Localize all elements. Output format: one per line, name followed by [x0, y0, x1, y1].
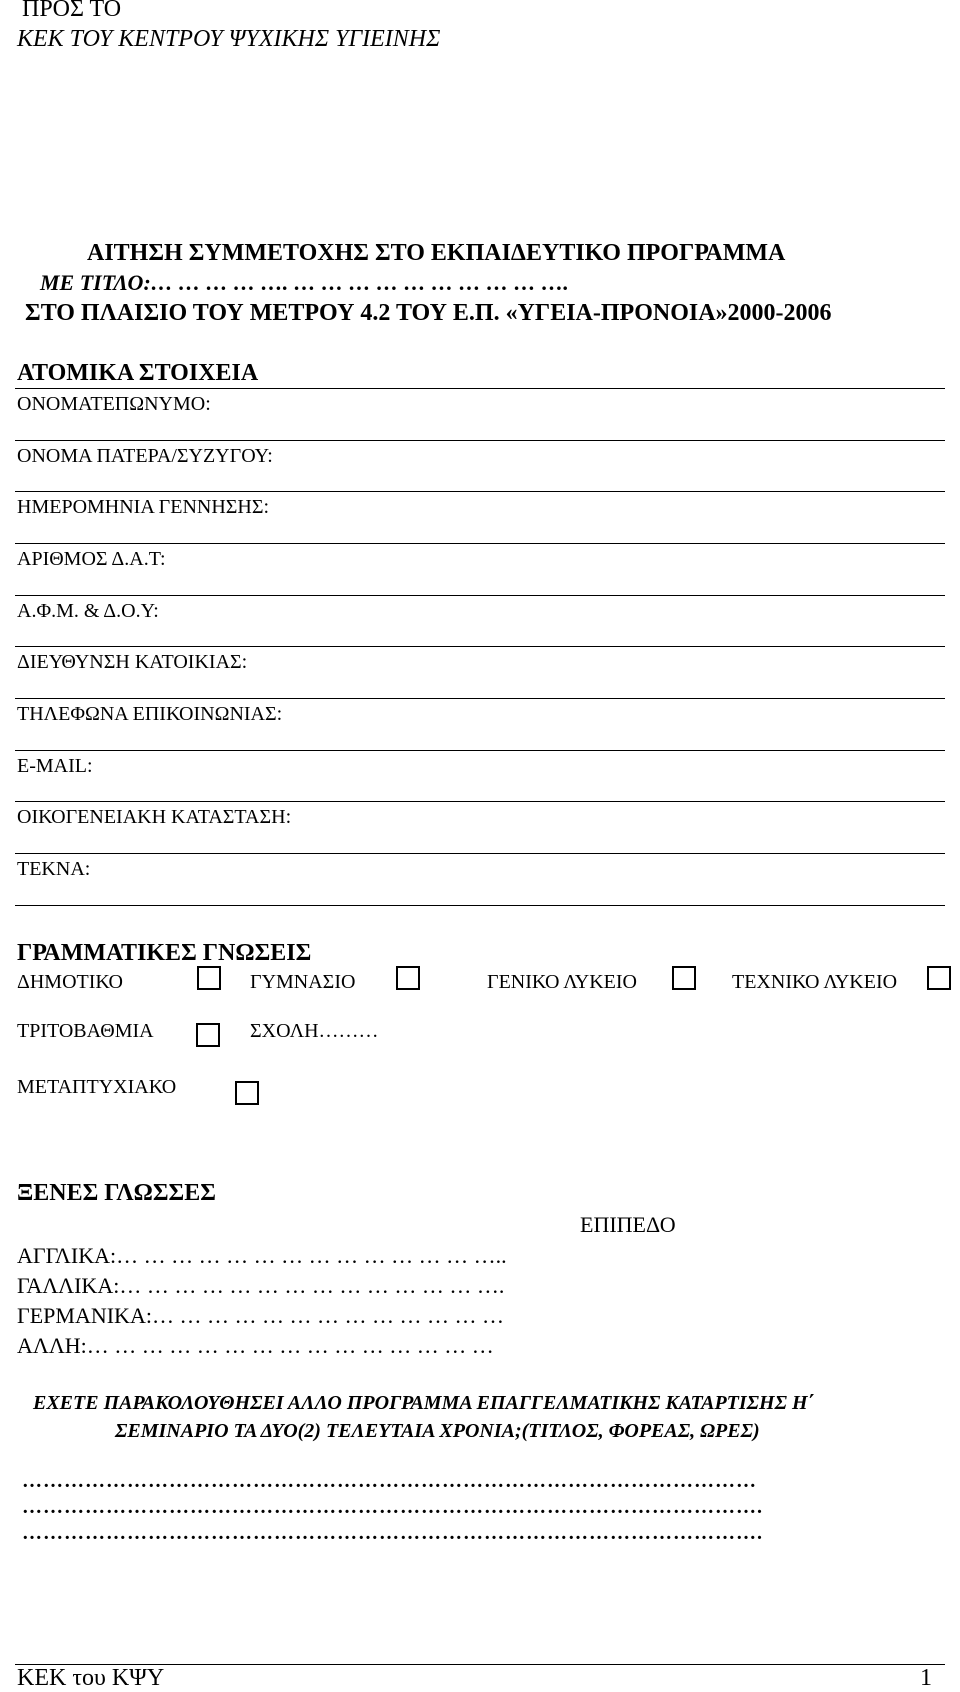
- answer-line: ……………………………………………………………………………………………: [22, 1470, 757, 1492]
- field-rule: [15, 905, 945, 906]
- field-rule: [15, 543, 945, 544]
- gymnasium-checkbox[interactable]: [396, 966, 420, 990]
- birth-date-field: ΗΜΕΡΟΜΗΝΙΑ ΓΕΝΝΗΣΗΣ:: [17, 496, 270, 518]
- page-number: 1: [920, 1665, 932, 1691]
- languages-heading: ΞΕΝΕΣ ΓΛΩΣΣΕΣ: [17, 1180, 216, 1206]
- field-rule: [15, 801, 945, 802]
- field-rule: [15, 646, 945, 647]
- level-column-header: ΕΠΙΠΕΔΟ: [580, 1212, 676, 1237]
- technical-lyceum-checkbox[interactable]: [927, 966, 951, 990]
- personal-info-heading: ΑΤΟΜΙΚΑ ΣΤΟΙΧΕΙΑ: [17, 360, 259, 386]
- training-question-line-1: ΕΧΕΤΕ ΠΑΡΑΚΟΛΟΥΘΗΣΕΙ ΑΛΛΟ ΠΡΟΓΡΑΜΜΑ ΕΠΑΓΓΕΛΜΑΤΙΚΗΣ ΚΑΤΑΡΤΙΣΗΣ Η΄: [33, 1392, 815, 1414]
- email-field: E-MAIL:: [17, 755, 93, 777]
- program-title-line: ΜΕ ΤΙΤΛΟ:… … … … …. … … … … … … … … … ….: [40, 270, 569, 295]
- answer-line: …………………………………………………………………………………………….: [22, 1496, 763, 1518]
- address-field: ΔΙΕΥΘΥΝΣΗ ΚΑΤΟΙΚΙΑΣ:: [17, 651, 248, 673]
- father-spouse-name-field: ΟΝΟΜΑ ΠΑΤΕΡΑ/ΣΥΖΥΓΟΥ:: [17, 445, 273, 467]
- recipient-line-1: ΠΡΟΣ ΤΟ: [22, 0, 122, 22]
- general-lyceum-label: ΓΕΝΙΚΟ ΛΥΚΕΙΟ: [487, 971, 637, 993]
- gymnasium-label: ΓΥΜΝΑΣΙΟ: [250, 971, 356, 993]
- recipient-line-2: ΚΕΚ ΤΟΥ ΚΕΝΤΡΟΥ ΨΥΧΙΚΗΣ ΥΓΙΕΙΝΗΣ: [17, 26, 441, 52]
- field-rule: [15, 388, 945, 389]
- training-question-line-2: ΣΕΜΙΝΑΡΙΟ ΤΑ ΔΥΟ(2) ΤΕΛΕΥΤΑΙΑ ΧΡΟΝΙΑ;(ΤΙΤΛΟΣ, ΦΟΡΕΑΣ, ΩΡΕΣ): [115, 1420, 760, 1442]
- language-english: ΑΓΓΛΙΚΑ:… … … … … … … … … … … … … …..: [17, 1243, 507, 1268]
- field-rule: [15, 595, 945, 596]
- language-french: ΓΑΛΛΙΚΑ:… … … … … … … … … … … … … ….: [17, 1273, 505, 1298]
- primary-school-checkbox[interactable]: [197, 966, 221, 990]
- marital-status-field: ΟΙΚΟΓΕΝΕΙΑΚΗ ΚΑΤΑΣΤΑΣΗ:: [17, 806, 292, 828]
- answer-line: …………………………………………………………………………………………….: [22, 1522, 763, 1544]
- children-field: ΤΕΚΝΑ:: [17, 858, 91, 880]
- form-title: ΑΙΤΗΣΗ ΣΥΜΜΕΤΟΧΗΣ ΣΤΟ ΕΚΠΑΙΔΕΥΤΙΚΟ ΠΡΟΓΡΑΜΜΑ: [87, 240, 786, 266]
- tax-id-field: Α.Φ.Μ. & Δ.Ο.Υ:: [17, 600, 159, 622]
- field-rule: [15, 491, 945, 492]
- field-rule: [15, 853, 945, 854]
- phone-field: ΤΗΛΕΦΩΝΑ ΕΠΙΚΟΙΝΩΝΙΑΣ:: [17, 703, 283, 725]
- school-field: ΣΧΟΛΗ………: [250, 1020, 379, 1042]
- primary-school-label: ΔΗΜΟΤΙΚΟ: [17, 971, 123, 993]
- footer-label: ΚΕΚ του ΚΨΥ: [17, 1665, 165, 1691]
- technical-lyceum-label: ΤΕΧΝΙΚΟ ΛΥΚΕΙΟ: [732, 971, 898, 993]
- tertiary-label: ΤΡΙΤΟΒΑΘΜΙΑ: [17, 1020, 154, 1042]
- education-heading: ΓΡΑΜΜΑΤΙΚΕΣ ΓΝΩΣΕΙΣ: [17, 940, 312, 966]
- language-german: ΓΕΡΜΑΝΙΚΑ:… … … … … … … … … … … … …: [17, 1303, 504, 1328]
- postgraduate-checkbox[interactable]: [235, 1081, 259, 1105]
- fullname-field: ΟΝΟΜΑΤΕΠΩΝΥΜΟ:: [17, 393, 211, 415]
- tertiary-checkbox[interactable]: [196, 1023, 220, 1047]
- field-rule: [15, 440, 945, 441]
- id-number-field: ΑΡΙΘΜΟΣ Δ.Α.Τ:: [17, 548, 166, 570]
- general-lyceum-checkbox[interactable]: [672, 966, 696, 990]
- language-other: ΑΛΛΗ:… … … … … … … … … … … … … … …: [17, 1333, 494, 1358]
- postgraduate-label: ΜΕΤΑΠΤΥΧΙΑΚΟ: [17, 1076, 177, 1098]
- field-rule: [15, 698, 945, 699]
- program-context: ΣΤΟ ΠΛΑΙΣΙΟ ΤΟΥ ΜΕΤΡΟΥ 4.2 ΤΟΥ Ε.Π. «ΥΓΕΙΑ-ΠΡΟΝΟΙΑ»2000-2006: [25, 300, 832, 326]
- field-rule: [15, 750, 945, 751]
